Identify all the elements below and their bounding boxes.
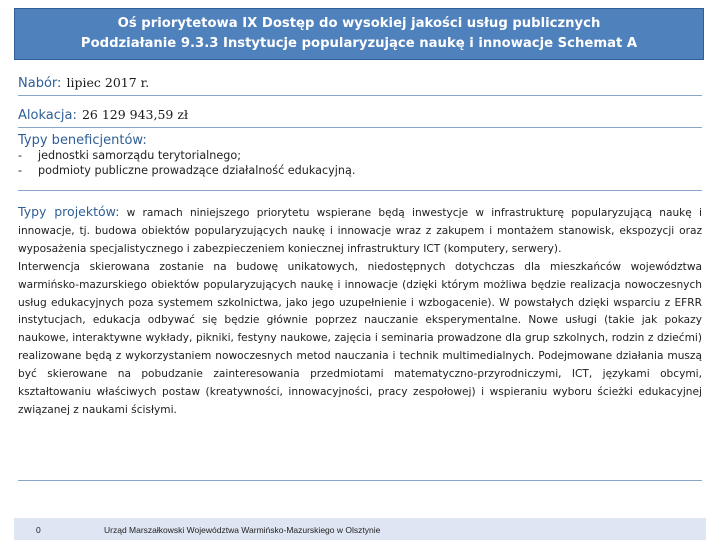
nabor-label: Nabór:	[18, 76, 62, 91]
projekty-paragraph-2: Interwencja skierowana zostanie na budowę unikatowych, niedostępnych dotychczas dla mieszkańców województwa warmińsko-mazurskiego obiektów popularyzujących naukę i innowacje (dzięki którym możliwa będzie realizacja nowoczesnych usług edukacyjnych poza systemem szkolnictwa, jako jego uzupełnienie i wzbogacenie). W powstałych dzięki wsparciu z EFRR instytucjach, edukacja odbywać się będzie głównie poprzez nauczanie eksperymentalne. Nowe usługi (takie jak pokazy naukowe, interaktywne wykłady, pikniki, festyny naukowe, zajęcia i seminaria prowadzone dla grup szkolnych, rodzin z dziećmi) realizowane będą z wykorzystaniem nowoczesnych metod nauczania i technik multimedialnych. Podejmowane działania muszą być skierowane na pobudzanie zainteresowania przedmiotami matematyczno-przyrodniczymi, ICT, językami obcymi, kształtowaniu właściwych postaw (kreatywności, innowacyjności, pracy zespołowej) i wspieraniu wyboru ścieżki edukacyjnej związanej z naukami ścisłymi.	[18, 260, 702, 416]
list-item: - jednostki samorządu terytorialnego;	[18, 149, 241, 162]
title-line-2: Poddziałanie 9.3.3 Instytucje popularyzujące naukę i innowacje Schemat A	[80, 36, 638, 51]
beneficjenci-label: Typy beneficjentów:	[18, 133, 147, 148]
beneficjenci-section	[18, 133, 702, 191]
alokacja-value: 26 129 943,59 zł	[81, 107, 188, 122]
page-number: 0	[36, 525, 41, 535]
beneficjent-item-1: jednostki samorządu terytorialnego;	[38, 149, 241, 162]
projekty-paragraph-1	[18, 203, 702, 259]
slide-title	[14, 8, 704, 60]
nabor-row	[18, 72, 702, 96]
projekty-text-1: w ramach niniejszego priorytetu wspierane będą inwestycje w infrastrukturę popularyzującą naukę i innowacje, tj. budowa obiektów popularyzujących naukę i innowacje wraz z zakupem i montażem stanowisk, ekspozycji oraz wyposażenia specjalistycznego i zabezpieczeniem koniecznej infrastruktury ICT (komputery, serwery).	[18, 207, 702, 255]
nabor-value: lipiec 2017 r.	[66, 75, 150, 90]
alokacja-row	[18, 104, 702, 128]
projekty-section	[18, 203, 702, 481]
list-item: - podmioty publiczne prowadzące działalność edukacyjną.	[18, 164, 356, 177]
title-line-1: Oś priorytetowa IX Dostęp do wysokiej jakości usług publicznych	[117, 16, 601, 31]
alokacja-label: Alokacja:	[18, 108, 77, 123]
footer	[14, 518, 706, 540]
beneficjent-item-2: podmioty publiczne prowadzące działalność edukacyjną.	[38, 164, 356, 177]
footer-text: Urząd Marszałkowski Województwa Warmińsko-Mazurskiego w Olsztynie	[104, 525, 381, 535]
projekty-label: Typy projektów:	[18, 204, 120, 219]
